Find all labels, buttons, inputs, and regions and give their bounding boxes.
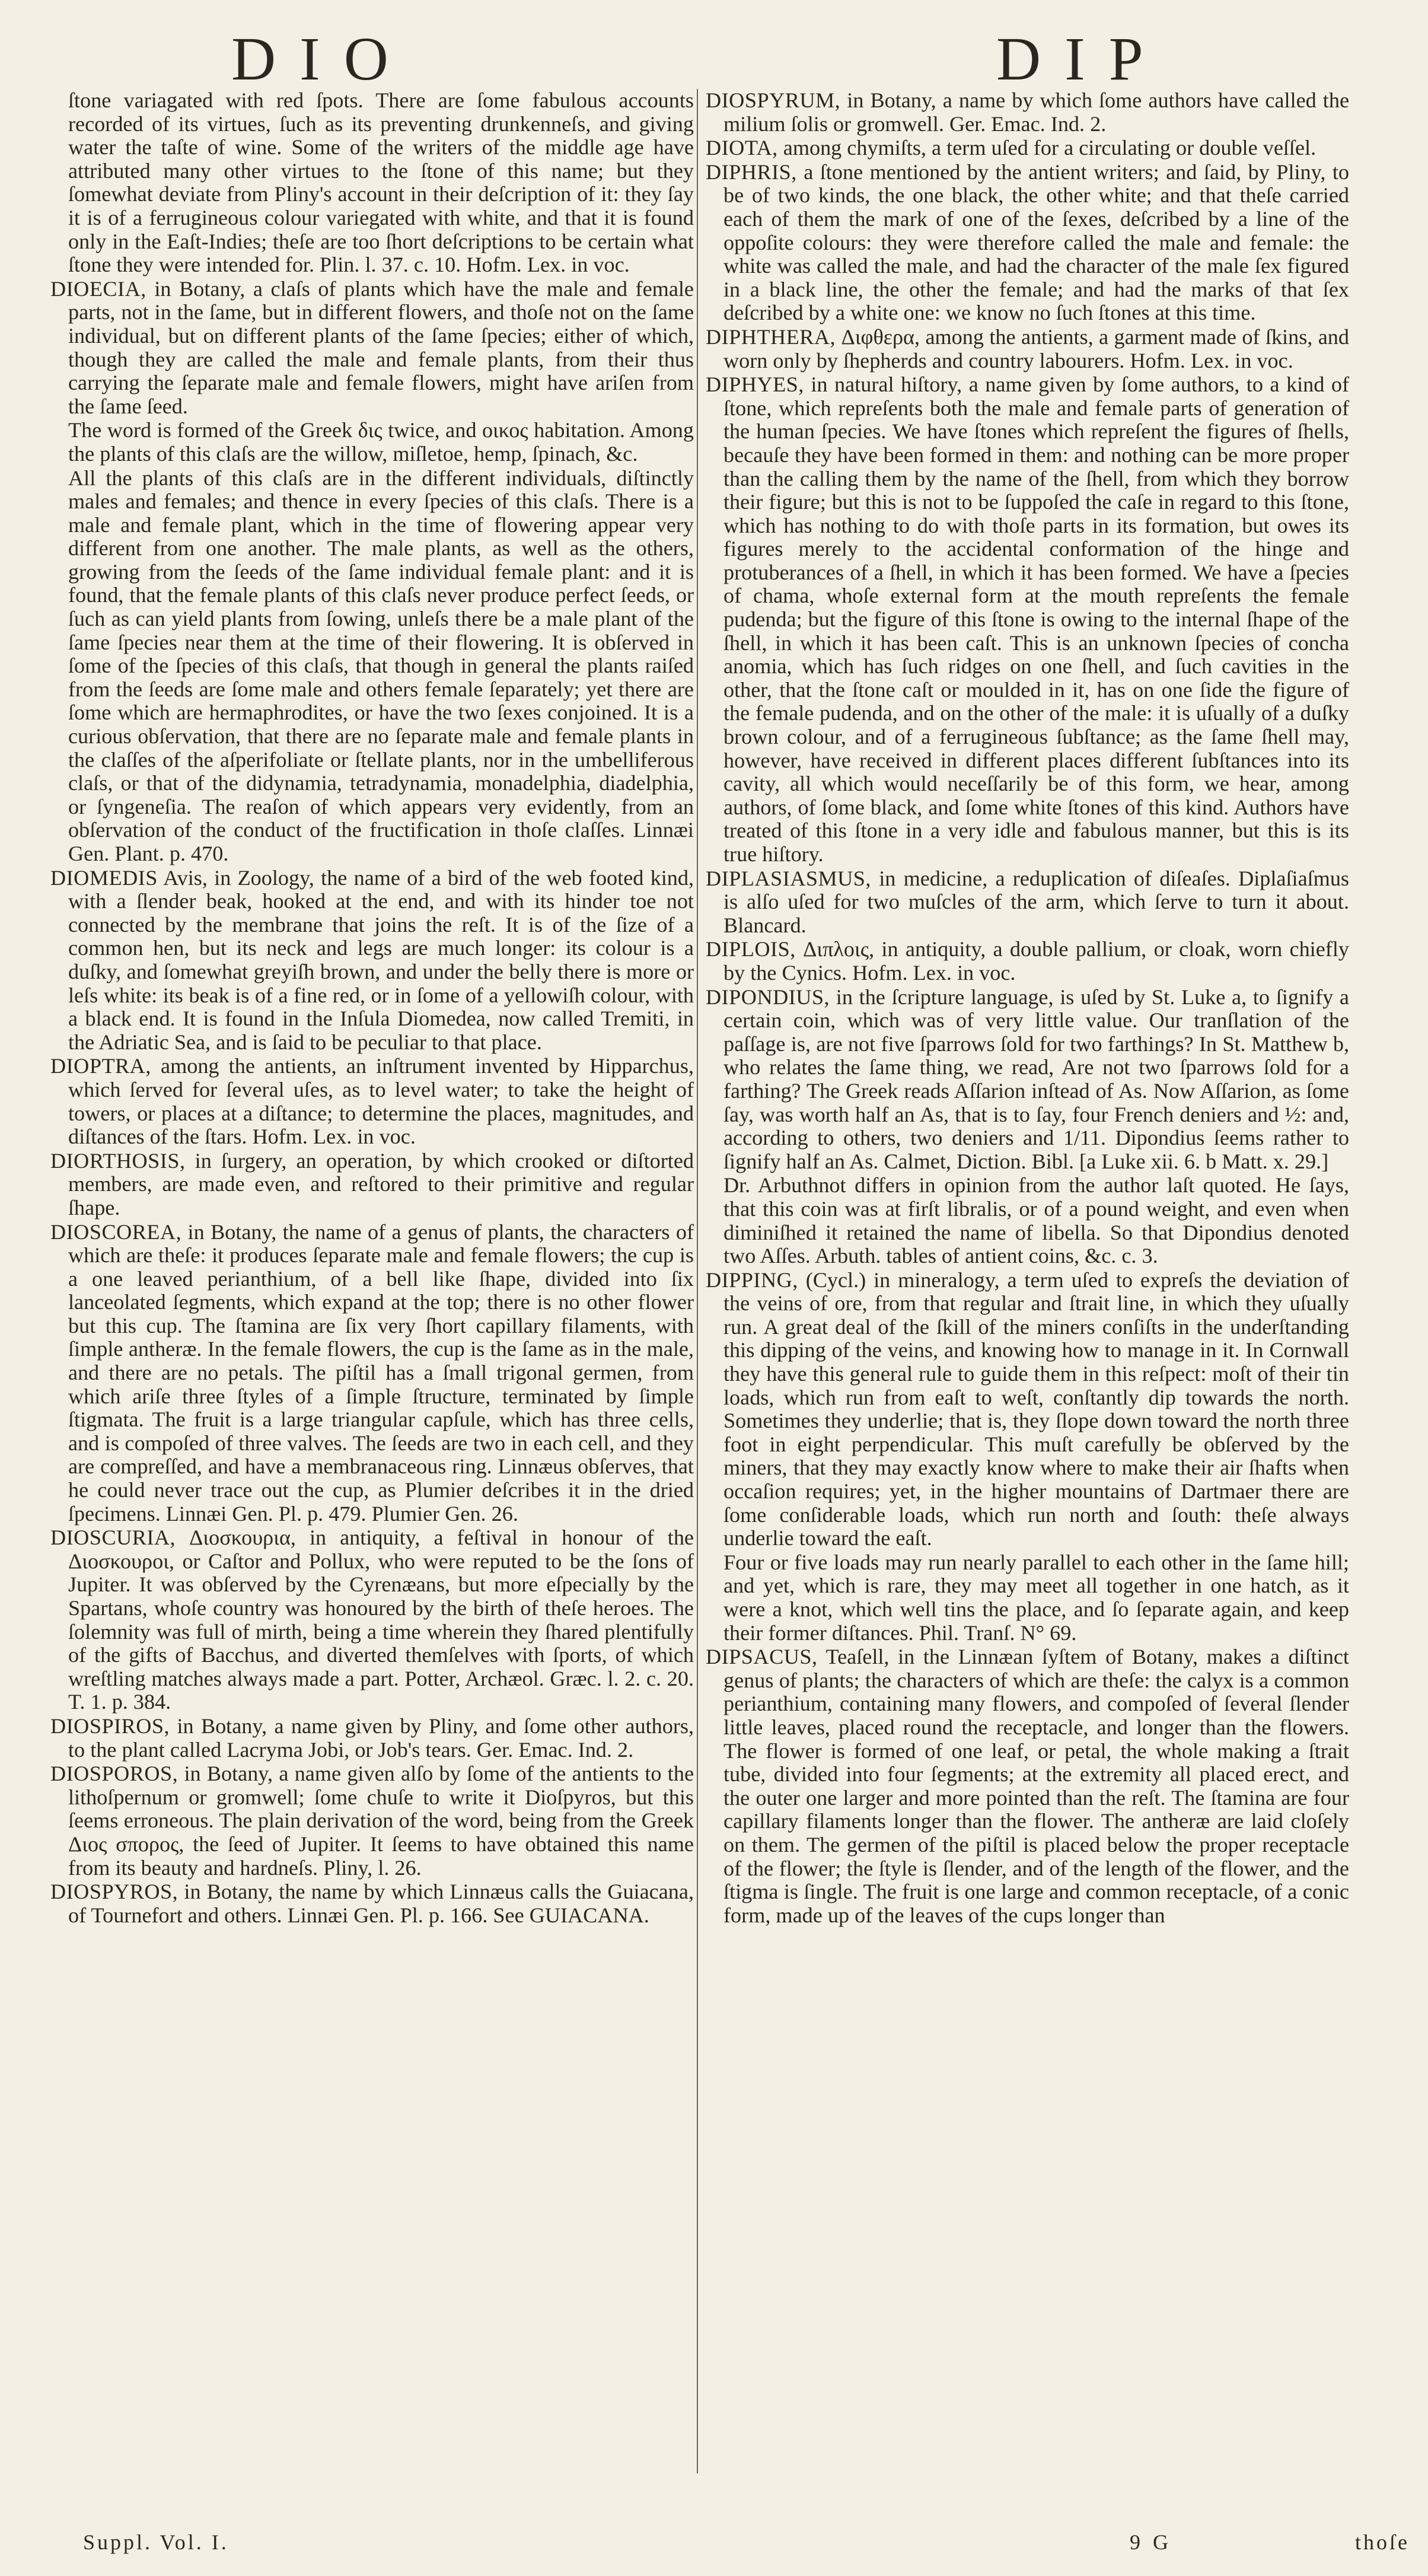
entry-headword: DIOSCOREA, bbox=[50, 1219, 182, 1244]
running-head-left: DIO bbox=[231, 25, 412, 93]
entry-headword: DIPHYES, bbox=[706, 372, 804, 397]
dictionary-entry bbox=[50, 1880, 694, 1927]
dictionary-entry bbox=[50, 1526, 694, 1714]
dictionary-entry bbox=[706, 867, 1349, 938]
dictionary-entry bbox=[706, 373, 1349, 866]
entry-text: in Botany, a claſs of plants which have the male and female parts, not in the ſame, but in different flowers, and thoſe not on the ſame individual, but on different plants of the ſame ſpecies; either of which, though they are called the male and female plants, from their thus carrying the ſeparate male and female flowers, might have ariſen from the ſame ſeed. bbox=[68, 276, 694, 418]
entry-headword: DIOSCURIA, bbox=[50, 1526, 176, 1550]
entry-headword: DIORTHOSIS, bbox=[50, 1148, 186, 1173]
entry-headword: DIPONDIUS, bbox=[706, 985, 830, 1009]
entry-headword: DIOSPYRUM, bbox=[706, 88, 841, 112]
entry-text: Four or five loads may run nearly parallel to each other in the ſame hill; and yet, which is rare, they may meet all together in one hatch, as it were a knot, which well tins the place, and ſo ſeparate again, and keep their former diſtances. Phil. Tranſ. N° 69. bbox=[723, 1550, 1349, 1645]
entry-text: Teaſell, in the Linnæan ſyſtem of Botany, makes a diſtinct genus of plants; the characters of which are theſe: the calyx is a common perianthium, containing many flowers, and compoſed of ſeveral ſlender little leaves, placed round the receptacle, and longer than the flowers. The flower is formed of one leaf, or petal, the whole making a ſtrait tube, divided into four ſegments; at the extremity all placed erect, and the outer one larger and more pointed than the reſt. The ſtamina are four capillary filaments longer than the flower. The antheræ are laid cloſely on them. The germen of the piſtil is placed below the proper receptacle of the flower; the ſtyle is ſlender, and of the length of the flower, and the ſtigma is ſingle. The fruit is one large and common receptacle, of a conic form, made up of the leaves of the cups longer than bbox=[723, 1645, 1349, 1927]
entry-headword: DIOECIA, bbox=[50, 276, 146, 301]
entry-text: Avis, in Zoology, the name of a bird of the web footed kind, with a ſlender beak, hooked at the end, and with its hinder toe not connected by the membrane that joins the reſt. It is of the ſize of a common hen, but its neck and legs are much longer: its colour is a duſky, and ſomewhat greyiſh brown, and under the belly there is more or leſs white: its beak is of a fine red, or in ſome of a yellowiſh colour, with a black end. It is found in the Inſula Diomedea, now called Tremiti, in the Adriatic Sea, and is ſaid to be peculiar to that place. bbox=[68, 865, 694, 1054]
entry-headword: DIOSPIROS, bbox=[50, 1714, 170, 1738]
footer-volume: Suppl. Vol. I. bbox=[83, 2530, 229, 2554]
entry-text: All the plants of this claſs are in the different individuals, diſtinctly males and females; and thence in every ſpecies of this claſs. There is a male and female plant, which in the time of flowering appear very different from one another. The male plants, as well as the others, growing from the ſeeds of the ſame individual female plant: and it is found, that the female plants of this claſs never produce perfect ſeeds, or ſuch as can yield plants from ſowing, unleſs there be a male plant of the ſame ſpecies near them at the time of their flowering. It is obſerved in ſome of the ſpecies of this claſs, that though in general the plants raiſed from the ſeeds are ſome male and others female ſeparately; yet there are ſome which are hermaphrodites, or have the two ſexes conjoined. It is a curious obſervation, that there are no ſeparate male and female plants in the claſſes of the aſperifoliate or ſtellate plants, nor in the umbelliferous claſs, or that of the didynamia, tetradynamia, monadelphia, diadelphia, or ſyngeneſia. The reaſon of which appears very evidently, from an obſervation of the conduct of the fructification in thoſe claſſes. Linnæi Gen. Plant. p. 470. bbox=[68, 466, 694, 865]
dictionary-entry bbox=[706, 986, 1349, 1174]
entry-text: ſtone variagated with red ſpots. There are ſome fabulous accounts recorded of its virtues, ſuch as its preventing drunkenneſs, and giving water the taſte of wine. Some of the writers of the middle age have attributed many other virtues to the ſtone of this name; but they ſomewhat deviate from Pliny's account in their deſcription of it: they ſay it is of a ferrugineous colour variegated with white, and that it is found only in the Eaſt-Indies; theſe are too ſhort deſcriptions to be certain what ſtone they were intended for. Plin. l. 37. c. 10. Hofm. Lex. in voc. bbox=[68, 88, 694, 277]
entry-text: in Botany, the name by which Linnæus calls the Guiacana, of Tournefort and others. Linnæi Gen. Pl. p. 166. See GUIACANA. bbox=[68, 1880, 694, 1927]
entry-headword: DIOMEDIS bbox=[50, 865, 158, 890]
entry-headword: DIOTA, bbox=[706, 136, 778, 160]
dictionary-entry bbox=[50, 278, 694, 419]
left-column bbox=[50, 89, 694, 1928]
entry-paragraph bbox=[706, 1174, 1349, 1268]
entry-text: among chymiſts, a term uſed for a circulating or double veſſel. bbox=[783, 136, 1317, 160]
entry-text: in Botany, the name of a genus of plants, the characters of which are theſe: it produces ſeparate male and female flowers; the cup is a one leaved perianthium, of a bell like ſhape, divided into ſix lanceolated ſegments, which expand at the top; there is no other flower but this cup. The ſtamina are ſix very ſhort capillary filaments, with ſimple antheræ. In the female flowers, the cup is the ſame as in the male, and there are no petals. The piſtil has a ſmall trigonal germen, from which ariſe three ſtyles of a ſimple ſtructure, terminated by ſimple ſtigmata. The fruit is a large triangular capſule, which has three cells, and is compoſed of three valves. The ſeeds are two in each cell, and they are compreſſed, and have a membranaceous ring. Linnæus obſerves, that he could never trace out the cup, as Plumier deſcribes it in the dried ſpecimens. Linnæi Gen. Pl. p. 479. Plumier Gen. 26. bbox=[68, 1219, 694, 1526]
dictionary-entry bbox=[50, 867, 694, 1055]
dictionary-entry bbox=[50, 1055, 694, 1148]
dictionary-entry bbox=[50, 1150, 694, 1220]
dictionary-entry bbox=[706, 938, 1349, 985]
entry-text: Dr. Arbuthnot differs in opinion from the author laſt quoted. He ſays, that this coin was at firſt libralis, or of a pound weight, and even when diminiſhed it retained the name of libella. So that Dipondius denoted two Aſſes. Arbuth. tables of antient coins, &c. c. 3. bbox=[723, 1173, 1349, 1268]
entry-text: (Cycl.) in mineralogy, a term uſed to expreſs the deviation of the veins of ore, from that regular and ſtrait line, in which they uſually run. A great deal of the ſkill of the miners conſiſts in the underſtanding this dipping of the veins, and knowing how to manage in it. In Cornwall they have this general rule to guide them in this reſpect: moſt of their tin loads, which run from eaſt to weſt, conſtantly dip towards the north. Sometimes they underlie; that is, they ſlope down toward the north three foot in eight perpendicular. This muſt carefully be obſerved by the miners, that they may exactly know where to make their air ſhafts when occaſion requires; yet, in the higher mountains of Dartmaer there are ſome conſiderable loads, which run north and ſouth: theſe always underlie toward the eaſt. bbox=[723, 1268, 1350, 1550]
entry-text: in natural hiſtory, a name given by ſome authors, to a kind of ſtone, which repreſents both the male and female parts of generation of the human ſpecies. We have ſtones which repreſent the figures of ſhells, becauſe they have been formed in them: and nothing can be more proper than the calling them by the name of the ſhell, from which they borrow their figure; but this is not to be ſuppoſed the caſe in regard to this ſtone, which has nothing to do with thoſe parts in its formation, but owes its figures merely to the accidental conformation of the hinge and protuberances of a ſhell, in which it has been formed. We have a ſpecies of chama, whoſe external form at the mouth repreſents the female pudenda; but the figure of this ſtone is owing to the internal ſhape of the ſhell, in which it has been caſt. This is an unknown ſpecies of concha anomia, which has ſuch ridges on one ſhell, and ſuch cavities in the other, that the ſtone caſt or moulded in it, has on one ſide the figure of the female pudenda, and on the other of the male: it is uſually of a duſky brown colour, and of a ferrugineous ſubſtance; as the ſame ſhell may, however, have received in different places different ſubſtances into its cavity, all which would neceſſarily be of this form, we hear, among authors, of ſome black, and ſome white ſtones of this kind. Authors have treated of this ſtone in a very idle and fabulous manner, but this is its true hiſtory. bbox=[723, 372, 1349, 866]
entry-headword: DIOSPYROS, bbox=[50, 1880, 179, 1904]
dictionary-entry bbox=[706, 89, 1349, 136]
entry-text: in Botany, a name given alſo by ſome of the antients to the lithoſpernum or gromwell; ſome chuſe to write it Dioſpyros, but this ſeems erroneous. The plain derivation of the word, being from the Greek Διος σπορος, the ſeed of Jupiter. It ſeems to have obtained this name from its beauty and hardneſs. Pliny, l. 26. bbox=[68, 1762, 694, 1880]
entry-headword: DIPLASIASMUS, bbox=[706, 866, 871, 890]
entry-headword: DIPLOIS, bbox=[706, 937, 796, 961]
dictionary-entry bbox=[50, 1221, 694, 1526]
entry-headword: DIPSACUS, bbox=[706, 1645, 818, 1669]
entry-text: in Botany, a name by which ſome authors have called the milium ſolis or gromwell. Ger. Emac. Ind. 2. bbox=[723, 88, 1350, 136]
entry-text: in medicine, a reduplication of diſeaſes. Diplaſiaſmus is alſo uſed for two muſcles of the arm, which ſerve to turn it about. Blancard. bbox=[723, 866, 1350, 937]
dictionary-entry bbox=[706, 1269, 1349, 1550]
dictionary-entry bbox=[706, 326, 1349, 372]
entry-text: a ſtone mentioned by the antient writers; and ſaid, by Pliny, to be of two kinds, the one black, the other white; and that theſe carried each of them the mark of one of the ſexes, deſcribed by a line of the oppoſite colours: they were therefore called the male and female: the white was called the male, and had the character of the male ſex figured in a black line, the other the female; and had the marks of that ſex deſcribed by a white one: we know no ſuch ſtones at this time. bbox=[723, 160, 1349, 325]
entry-paragraph bbox=[50, 467, 694, 866]
entry-text: Διοσκουρια, in antiquity, a feſtival in honour of the Διοσκουροι, or Caſtor and Pollux, who were reputed to be the ſons of Jupiter. It was obſerved by the Cyrenæans, but more eſpecially by the Spartans, whoſe country was honoured by the birth of theſe heroes. The ſolemnity was full of mirth, being a time wherein they ſhared plentifully of the gifts of Bacchus, and diverted themſelves with ſports, of which wreſtling matches always made a part. Potter, Archæol. Græc. l. 2. c. 20. T. 1. p. 384. bbox=[68, 1526, 694, 1714]
dictionary-entry bbox=[706, 136, 1349, 160]
entry-headword: DIPHTHERA, bbox=[706, 324, 836, 349]
entry-headword: DIPHRIS, bbox=[706, 160, 797, 184]
entry-text: in ſurgery, an operation, by which crooked or diſtorted members, are made even, and reſtored to their primitive and regular ſhape. bbox=[68, 1148, 694, 1219]
entry-text: The word is formed of the Greek δις twice, and οικος habitation. Among the plants of this claſs are the willow, miſletoe, hemp, ſpinach, &c. bbox=[68, 418, 694, 466]
entry-paragraph bbox=[50, 89, 694, 277]
entry-headword: DIPPING, bbox=[706, 1268, 798, 1292]
right-column bbox=[706, 89, 1349, 1928]
dictionary-entry bbox=[50, 1715, 694, 1762]
dictionary-entry bbox=[706, 1645, 1349, 1927]
entry-text: Διφθερα, among the antients, a garment made of ſkins, and worn only by ſhepherds and country labourers. Hofm. Lex. in voc. bbox=[723, 324, 1349, 372]
entry-text: Διπλοις, in antiquity, a double pallium, or cloak, worn chiefly by the Cynics. Hofm. Lex. in voc. bbox=[723, 937, 1349, 985]
column-divider bbox=[697, 89, 698, 2473]
entry-headword: DIOPTRA, bbox=[50, 1054, 151, 1078]
dictionary-entry bbox=[50, 1762, 694, 1880]
footer-catchword: thoſe bbox=[1355, 2530, 1410, 2554]
entry-paragraph bbox=[50, 419, 694, 466]
dictionary-entry bbox=[706, 161, 1349, 325]
entry-text: in the ſcripture language, is uſed by St. Luke a, to ſignify a certain coin, which was of very little value. Our tranſlation of the paſſage is, are not five ſparrows ſold for two farthings? In St. Matthew b, who relates the ſame thing, we read, Are not two ſparrows ſold for a farthing? The Greek reads Aſſarion inſtead of As. Now Aſſarion, as ſome ſay, was worth half an As, that is to ſay, four French deniers and ½: and, according to others, two deniers and 1/11. Dipondius ſeems rather to ſignify half an As. Calmet, Diction. Bibl. [a Luke xii. 6. b Matt. x. 29.] bbox=[723, 985, 1349, 1173]
entry-headword: DIOSPOROS, bbox=[50, 1762, 179, 1786]
entry-text: among the antients, an inſtrument invented by Hipparchus, which ſerved for ſeveral uſes, as to level water; to take the height of towers, or places at a diſtance; to determine the places, magnitudes, and diſtances of the ſtars. Hofm. Lex. in voc. bbox=[68, 1054, 694, 1149]
footer-signature: 9 G bbox=[1130, 2530, 1172, 2554]
entry-text: in Botany, a name given by Pliny, and ſome other authors, to the plant called Lacryma Jobi, or Job's tears. Ger. Emac. Ind. 2. bbox=[68, 1714, 694, 1762]
running-head-right: DIP bbox=[996, 25, 1167, 93]
entry-paragraph bbox=[706, 1551, 1349, 1645]
